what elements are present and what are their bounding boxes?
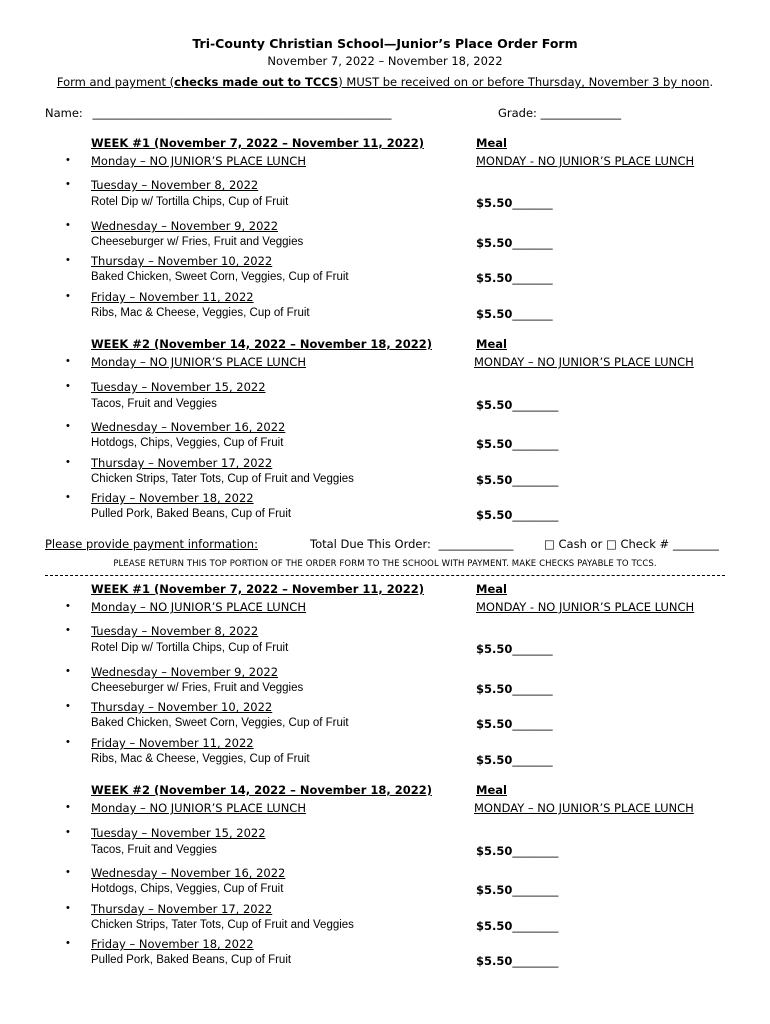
week2-wednesday-price[interactable]: [476, 437, 558, 451]
bullet: •: [66, 902, 70, 914]
total-due[interactable]: [310, 537, 513, 551]
price-value: $5.50: [476, 398, 513, 412]
price-blank[interactable]: ________: [512, 844, 559, 858]
week2-thursday-menu: Chicken Strips, Tater Tots, Cup of Fruit and Veggies: [91, 919, 354, 931]
week2-thursday-price[interactable]: [476, 473, 558, 487]
week1-tuesday-price[interactable]: [476, 196, 553, 210]
price-value: $5.50: [476, 642, 513, 656]
price-value: $5.50: [476, 437, 513, 451]
week1-meal-heading: Meal: [476, 582, 507, 596]
week1-monday: Monday – NO JUNIOR’S PLACE LUNCH: [91, 600, 306, 614]
cash-checkbox[interactable]: □ Cash or: [544, 537, 603, 551]
week2-tuesday-menu: Tacos, Fruit and Veggies: [91, 844, 217, 856]
week2-friday-menu: Pulled Pork, Baked Beans, Cup of Fruit: [91, 508, 292, 520]
week2-thursday-menu: Chicken Strips, Tater Tots, Cup of Fruit and Veggies: [91, 473, 354, 485]
price-value: $5.50: [476, 271, 513, 285]
bullet: •: [66, 866, 70, 878]
week2-wednesday: Wednesday – November 16, 2022: [91, 420, 286, 434]
price-value: $5.50: [476, 682, 513, 696]
deadline-period: .: [709, 75, 714, 89]
bullet: •: [66, 937, 70, 949]
price-value: $5.50: [476, 753, 513, 767]
price-value: $5.50: [476, 844, 513, 858]
week2-wednesday-menu: Hotdogs, Chips, Veggies, Cup of Fruit: [91, 437, 284, 449]
price-value: $5.50: [476, 508, 513, 522]
price-value: $5.50: [476, 717, 513, 731]
week2-friday-price[interactable]: [476, 954, 558, 968]
price-value: $5.50: [476, 883, 513, 897]
deadline-bold: checks made out to TCCS: [174, 75, 339, 89]
week2-thursday: Thursday – November 17, 2022: [91, 902, 273, 916]
week2-friday: Friday – November 18, 2022: [91, 937, 254, 951]
week2-meal-heading: Meal: [476, 783, 507, 797]
week1-wednesday: Wednesday – November 9, 2022: [91, 665, 279, 679]
price-value: $5.50: [476, 954, 513, 968]
bullet: •: [66, 665, 70, 677]
week2-meal-heading: Meal: [476, 337, 507, 351]
price-blank[interactable]: ________: [512, 508, 559, 522]
week1-friday: Friday – November 11, 2022: [91, 290, 254, 304]
return-notice: PLEASE RETURN THIS TOP PORTION OF THE ORDER FORM TO THE SCHOOL WITH PAYMENT. MAKE CHECKS PAYABLE TO TCCS.: [113, 559, 657, 569]
bullet: •: [66, 219, 70, 231]
price-blank[interactable]: ________: [512, 437, 559, 451]
price-blank[interactable]: _______: [512, 271, 553, 285]
price-value: $5.50: [476, 307, 513, 321]
week2-friday-menu: Pulled Pork, Baked Beans, Cup of Fruit: [91, 954, 292, 966]
week1-meal-heading: Meal: [476, 136, 507, 150]
week2-tuesday-price[interactable]: [476, 844, 558, 858]
bullet: •: [66, 624, 70, 636]
payment-method[interactable]: [544, 537, 719, 551]
week2-friday: Friday – November 18, 2022: [91, 491, 254, 505]
total-label: Total Due This Order:: [310, 537, 431, 551]
week2-wednesday-menu: Hotdogs, Chips, Veggies, Cup of Fruit: [91, 883, 284, 895]
deadline-post: ) MUST be received on or before Thursday, November 3 by noon: [338, 75, 710, 89]
week1-monday: Monday – NO JUNIOR’S PLACE LUNCH: [91, 154, 306, 168]
week2-thursday-price[interactable]: [476, 919, 558, 933]
price-blank[interactable]: ________: [512, 473, 559, 487]
deadline-notice: [0, 75, 770, 89]
week1-wednesday-price[interactable]: [476, 682, 553, 696]
price-value: $5.50: [476, 919, 513, 933]
week2-friday-price[interactable]: [476, 508, 558, 522]
bullet: •: [66, 290, 70, 302]
week2-tuesday-price[interactable]: [476, 398, 558, 412]
week1-wednesday: Wednesday – November 9, 2022: [91, 219, 279, 233]
bullet: •: [66, 178, 70, 190]
price-blank[interactable]: ________: [512, 883, 559, 897]
week2-thursday: Thursday – November 17, 2022: [91, 456, 273, 470]
price-value: $5.50: [476, 236, 513, 250]
week2-wednesday-price[interactable]: [476, 883, 558, 897]
bullet: •: [66, 826, 70, 838]
week2-tuesday: Tuesday – November 15, 2022: [91, 380, 266, 394]
price-blank[interactable]: ________: [512, 919, 559, 933]
price-value: $5.50: [476, 196, 513, 210]
week2-tuesday-menu: Tacos, Fruit and Veggies: [91, 398, 217, 410]
bullet: •: [66, 456, 70, 468]
week1-monday-meal: MONDAY - NO JUNIOR’S PLACE LUNCH: [476, 600, 695, 614]
name-label: Name:: [45, 106, 83, 120]
week1-thursday: Thursday – November 10, 2022: [91, 254, 273, 268]
bullet: •: [66, 355, 70, 367]
payment-label: Please provide payment information:: [45, 537, 258, 551]
week2-monday-meal: MONDAY – NO JUNIOR’S PLACE LUNCH: [474, 355, 694, 369]
bullet: •: [66, 600, 70, 612]
date-range: November 7, 2022 – November 18, 2022: [267, 54, 503, 68]
price-value: $5.50: [476, 473, 513, 487]
week1-tuesday-price[interactable]: [476, 642, 553, 656]
bullet: •: [66, 420, 70, 432]
week1-tuesday-menu: Rotel Dip w/ Tortilla Chips, Cup of Fruit: [91, 642, 289, 654]
week2-heading: WEEK #2 (November 14, 2022 – November 18, 2022): [91, 337, 433, 351]
price-blank[interactable]: _______: [512, 753, 553, 767]
bullet: •: [66, 736, 70, 748]
grade-blank[interactable]: ______________: [540, 106, 622, 120]
week1-heading: WEEK #1 (November 7, 2022 – November 11, 2022): [91, 136, 425, 150]
week1-wednesday-menu: Cheeseburger w/ Fries, Fruit and Veggies: [91, 236, 304, 248]
grade-label: Grade:: [498, 106, 537, 120]
price-blank[interactable]: ________: [512, 398, 559, 412]
price-blank[interactable]: _______: [512, 717, 553, 731]
week1-thursday-price[interactable]: [476, 717, 553, 731]
week1-thursday-menu: Baked Chicken, Sweet Corn, Veggies, Cup of Fruit: [91, 717, 349, 729]
check-number-blank[interactable]: ________: [672, 537, 719, 551]
check-checkbox[interactable]: □ Check #: [605, 537, 670, 551]
week2-monday: Monday – NO JUNIOR’S PLACE LUNCH: [91, 355, 306, 369]
price-blank[interactable]: _______: [512, 682, 553, 696]
week2-tuesday: Tuesday – November 15, 2022: [91, 826, 266, 840]
bullet: •: [66, 154, 70, 166]
total-blank[interactable]: _____________: [438, 537, 514, 551]
price-blank[interactable]: _______: [512, 196, 553, 210]
week1-friday-menu: Ribs, Mac & Cheese, Veggies, Cup of Fruit: [91, 307, 310, 319]
week1-tuesday: Tuesday – November 8, 2022: [91, 624, 259, 638]
form-title: Tri-County Christian School—Junior’s Place Order Form: [192, 36, 578, 51]
bullet: •: [66, 380, 70, 392]
deadline-pre: Form and payment (: [56, 75, 175, 89]
price-blank[interactable]: _______: [512, 236, 553, 250]
week1-friday-price[interactable]: [476, 753, 553, 767]
week1-thursday-price[interactable]: [476, 271, 553, 285]
bullet: •: [66, 801, 70, 813]
week1-monday-meal: MONDAY - NO JUNIOR’S PLACE LUNCH: [476, 154, 695, 168]
week1-tuesday: Tuesday – November 8, 2022: [91, 178, 259, 192]
week1-wednesday-price[interactable]: [476, 236, 553, 250]
bullet: •: [66, 491, 70, 503]
bullet: •: [66, 700, 70, 712]
week2-monday: Monday – NO JUNIOR’S PLACE LUNCH: [91, 801, 306, 815]
grade-field[interactable]: [498, 106, 621, 120]
cut-line: [45, 575, 725, 576]
week2-wednesday: Wednesday – November 16, 2022: [91, 866, 286, 880]
price-blank[interactable]: ________: [512, 954, 559, 968]
week1-thursday: Thursday – November 10, 2022: [91, 700, 273, 714]
price-blank[interactable]: _______: [512, 642, 553, 656]
week1-tuesday-menu: Rotel Dip w/ Tortilla Chips, Cup of Fruit: [91, 196, 289, 208]
week1-wednesday-menu: Cheeseburger w/ Fries, Fruit and Veggies: [91, 682, 304, 694]
week1-heading: WEEK #1 (November 7, 2022 – November 11, 2022): [91, 582, 425, 596]
week2-heading: WEEK #2 (November 14, 2022 – November 18, 2022): [91, 783, 433, 797]
week1-thursday-menu: Baked Chicken, Sweet Corn, Veggies, Cup of Fruit: [91, 271, 349, 283]
week1-friday: Friday – November 11, 2022: [91, 736, 254, 750]
name-blank[interactable]: ____________________________________________________: [92, 106, 392, 120]
bullet: •: [66, 254, 70, 266]
week1-friday-price[interactable]: [476, 307, 553, 321]
name-field[interactable]: [45, 106, 391, 120]
week1-friday-menu: Ribs, Mac & Cheese, Veggies, Cup of Fruit: [91, 753, 310, 765]
week2-monday-meal: MONDAY – NO JUNIOR’S PLACE LUNCH: [474, 801, 694, 815]
price-blank[interactable]: _______: [512, 307, 553, 321]
